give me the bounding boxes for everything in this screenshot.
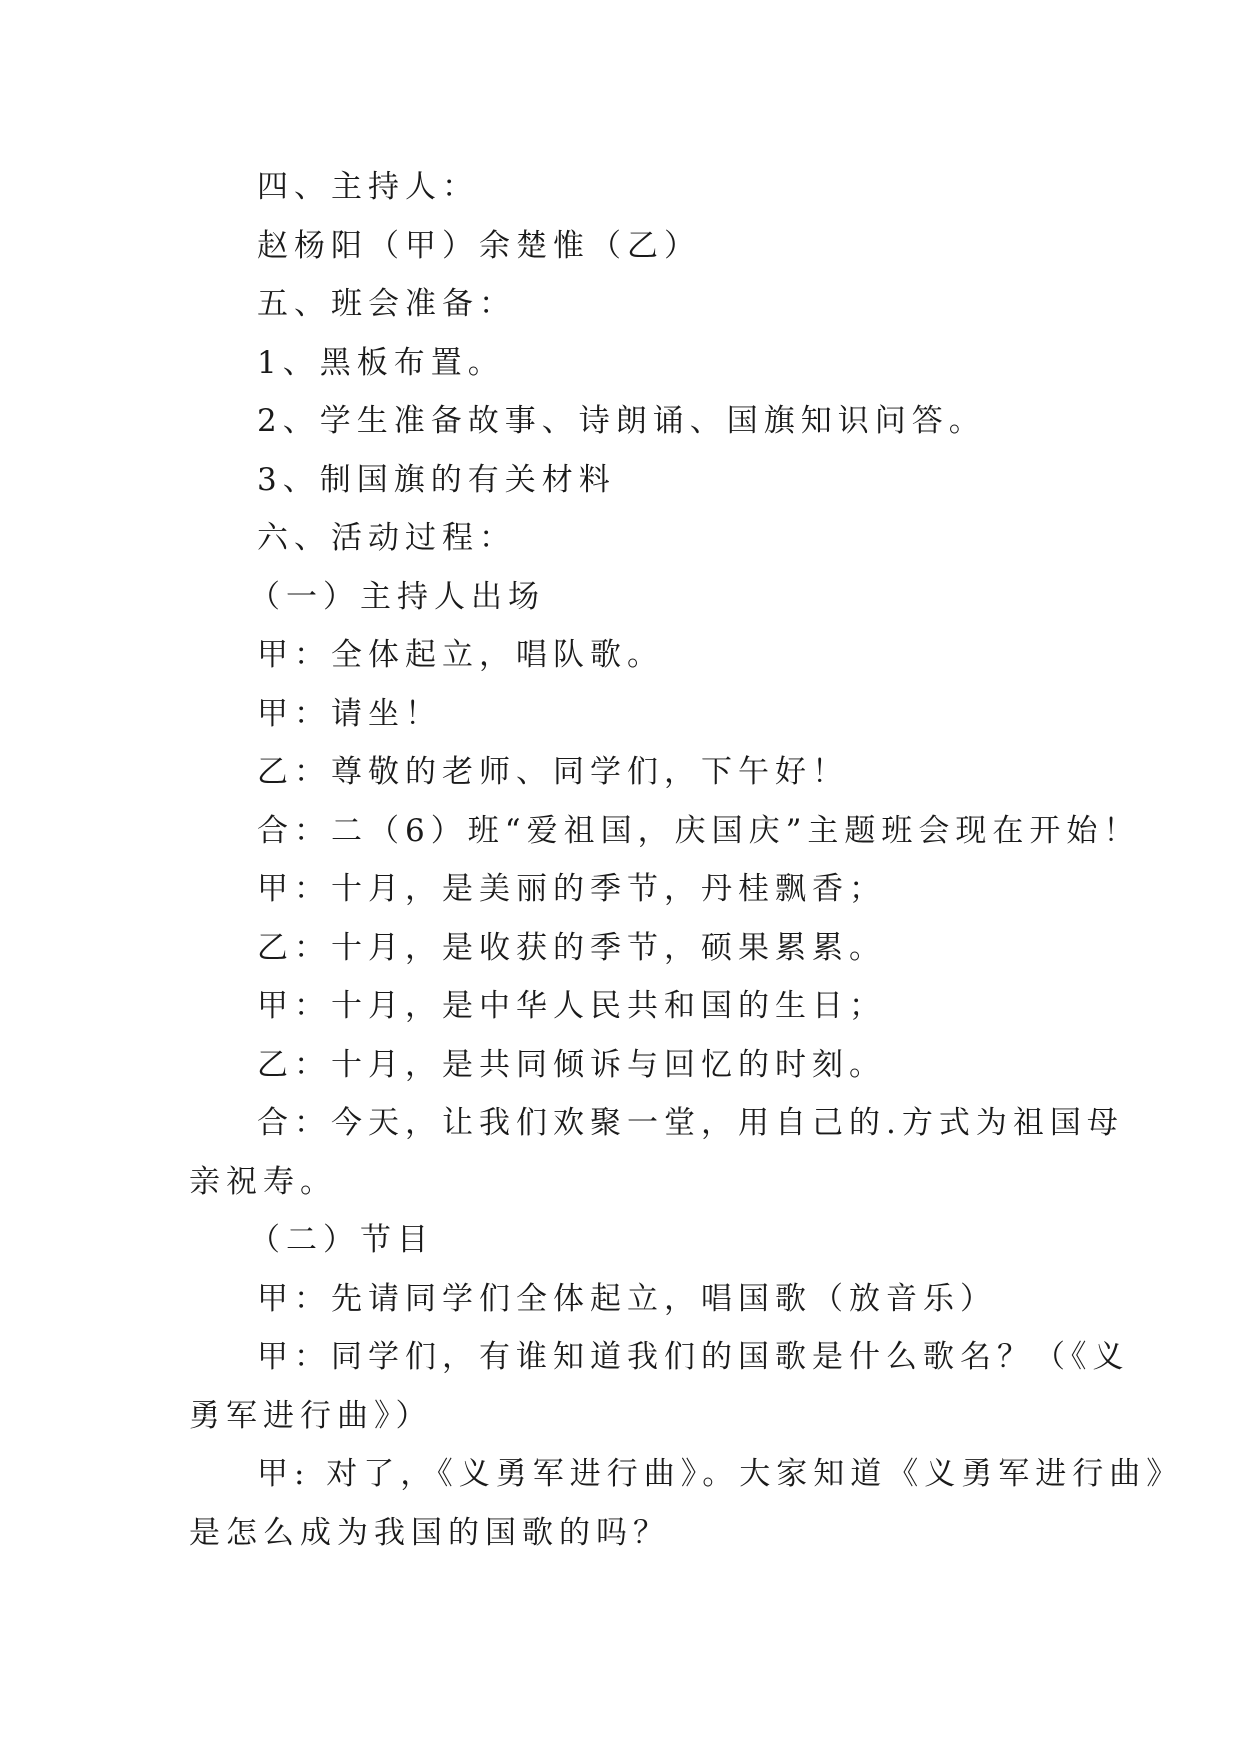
dialogue-line: 乙：尊敬的老师、同学们，下午好！: [257, 754, 849, 790]
question-line-1: 甲：同学们，有谁知道我们的国歌是什么歌名？（《义: [257, 1339, 1130, 1375]
question-line-2: 勇军进行曲》）: [189, 1397, 433, 1434]
document-body: [189, 158, 1184, 1562]
heading-hosts: 四、主持人：: [257, 169, 479, 205]
answer-line-2: 是怎么成为我国的国歌的吗？: [189, 1514, 670, 1551]
prep-item-2: 2、学生准备故事、诗朗诵、国旗知识问答。: [257, 403, 986, 439]
dialogue-line: 甲：全体起立，唱队歌。: [257, 637, 664, 673]
dialogue-line: 合：二（6）班“爱祖国，庆国庆”主题班会现在开始！: [257, 812, 1141, 849]
hosts-names: 赵杨阳（甲）余楚惟（乙）: [257, 227, 701, 264]
dialogue-line: 乙：十月，是收获的季节，硕果累累。: [257, 929, 886, 966]
celebrate-line-1: 合：今天，让我们欢聚一堂，用自己的.方式为祖国母: [257, 1105, 1124, 1141]
dialogue-line: 甲：请坐！: [257, 695, 442, 732]
section-two-title: （二）节目: [249, 1222, 434, 1258]
dialogue-line: 乙：十月，是共同倾诉与回忆的时刻。: [257, 1046, 886, 1083]
answer-line-1: 甲: 对了，《义勇军进行曲》。大家知道《义勇军进行曲》: [257, 1456, 1184, 1492]
heading-process: 六、活动过程：: [257, 520, 516, 556]
heading-preparation: 五、班会准备：: [257, 286, 516, 322]
celebrate-line-2: 亲祝寿。: [189, 1163, 337, 1200]
prep-item-1: 1、黑板布置。: [257, 344, 505, 381]
dialogue-line: 甲：十月，是美丽的季节，丹桂飘香；: [257, 871, 886, 907]
prep-item-3: 3、制国旗的有关材料: [257, 461, 616, 498]
section-one-title: （一）主持人出场: [249, 578, 545, 615]
dialogue-line: 甲：先请同学们全体起立，唱国歌（放音乐）: [257, 1280, 997, 1317]
dialogue-line: 甲：十月，是中华人民共和国的生日；: [257, 988, 886, 1024]
